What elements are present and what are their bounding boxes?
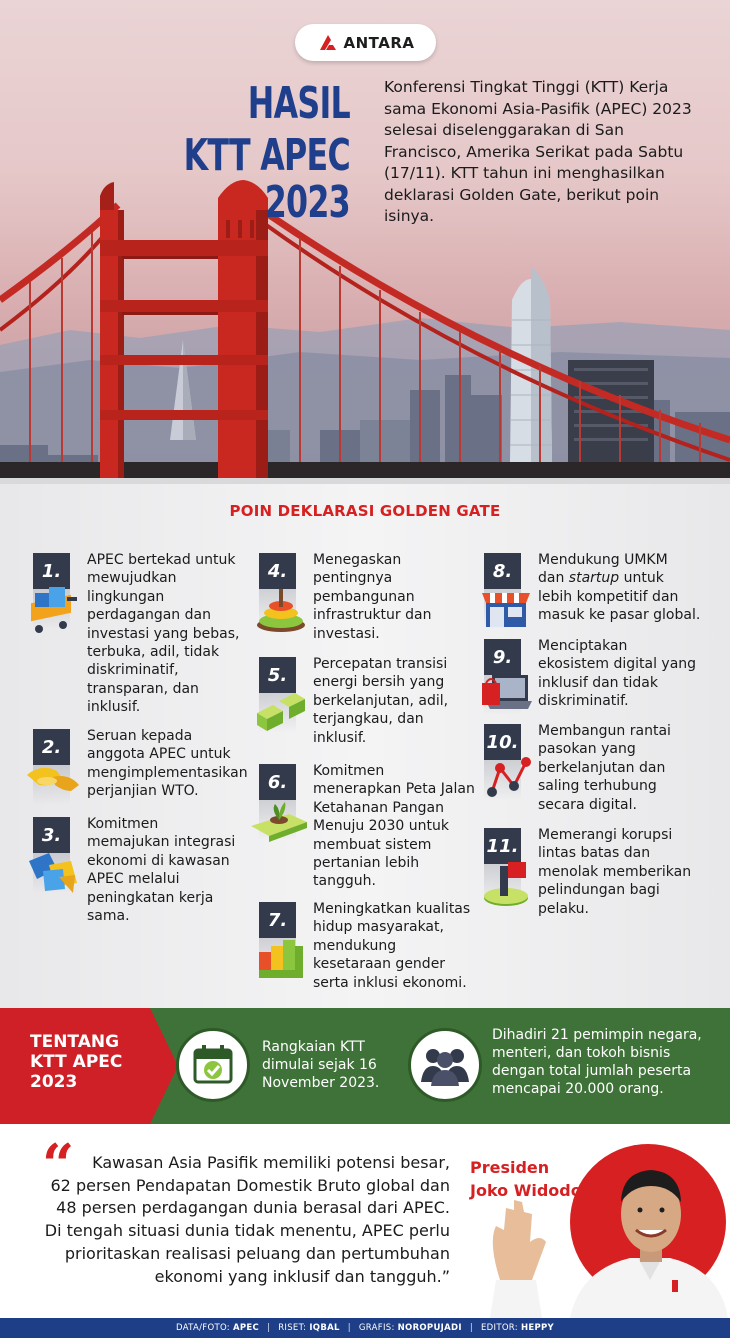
flag-icon xyxy=(474,850,536,912)
tentang-banner xyxy=(0,1008,730,1124)
item-text: Percepatan transisi energi bersih yang berkelanjutan, adil, terjangkau, dan inklusif. xyxy=(313,656,449,746)
intro-paragraph: Konferensi Tingkat Tinggi (KTT) Kerja sama Ekonomi Asia-Pasifik (APEC) 2023 selesai diselenggarakan di San Francisco, Amerika Serikat pada Sabtu (17/11). KTT tahun ini menghasilkan deklarasi Golden Gate, berikut poin isinya. xyxy=(384,78,692,225)
credit-grafis: GRAFIS: NOROPUJADI xyxy=(358,1323,462,1333)
laptop-bag-icon xyxy=(474,661,536,723)
item-number: 8. xyxy=(484,553,521,589)
credits-footer: DATA/FOTO: APEC | RISET: IQBAL | GRAFIS: NOROPUJADI | EDITOR: HEPPY xyxy=(0,1318,730,1338)
item-number: 9. xyxy=(484,639,521,675)
item-number: 3. xyxy=(33,817,70,853)
blocks-icon xyxy=(249,679,311,741)
item-text: Seruan kepada anggota APEC untuk mengimplementasikan perjanjian WTO. xyxy=(87,728,248,800)
fact-participants: Dihadiri 21 pemimpin negara, menteri, dan tokoh bisnis dengan total jumlah peserta mencapai 20.000 orang. xyxy=(492,1027,702,1097)
item-number: 11. xyxy=(484,828,521,864)
people-circle xyxy=(408,1028,482,1102)
credit-data: DATA/FOTO: APEC xyxy=(176,1323,260,1333)
logo-text: ANTARA xyxy=(343,33,415,52)
item-number: 6. xyxy=(259,764,296,800)
title-line-1: HASIL xyxy=(247,78,350,129)
bar-blocks-icon xyxy=(249,924,311,986)
item-text: Meningkatkan kualitas hidup masyarakat, mendukung kesetaraan gender serta inklusi ekonomi. xyxy=(313,901,471,991)
network-icon xyxy=(474,746,536,808)
poin-title: POIN DEKLARASI GOLDEN GATE xyxy=(229,502,501,520)
cart-icon xyxy=(23,575,85,637)
item-text: APEC bertekad untuk mewujudkan lingkungan perdagangan dan investasi yang bebas, terbuka, adil, tidak diskriminatif, transparan, dan inklusif. xyxy=(87,552,240,716)
item-number: 7. xyxy=(259,902,296,938)
title-line-2: KTT APEC 2023 xyxy=(183,129,350,229)
quote-mark-icon: “ xyxy=(42,1132,75,1198)
fact-start-date: Rangkaian KTT dimulai sejak 16 November 2023. xyxy=(262,1039,380,1091)
item-text: Menegaskan pentingnya pembangunan infrastruktur dan investasi. xyxy=(313,552,432,642)
hands-puzzle-icon xyxy=(23,839,85,901)
ring-stack-icon xyxy=(249,575,311,637)
hero-banner xyxy=(0,0,730,485)
credit-editor: EDITOR: HEPPY xyxy=(481,1323,554,1333)
item-text: Komitmen menerapkan Peta Jalan Ketahanan Pangan Menuju 2030 untuk membuat sistem pertanian lebih tangguh. xyxy=(313,763,475,890)
poin-section xyxy=(0,478,730,1008)
item-text: Membangun rantai pasokan yang berkelanjutan dan saling terhubung secara digital. xyxy=(538,723,671,813)
golden-gate-skyline-image xyxy=(0,0,730,485)
page-title xyxy=(0,80,350,227)
antara-logo-icon xyxy=(317,32,339,54)
tentang-label: TENTANG KTT APEC 2023 xyxy=(30,1032,123,1092)
credit-riset: RISET: IQBAL xyxy=(278,1323,340,1333)
item-text: Memerangi korupsi lintas batas dan menolak memberikan pelindungan bagi pelaku. xyxy=(538,827,692,917)
quote-text: Kawasan Asia Pasifik memiliki potensi besar, 62 persen Pendapatan Domestik Bruto global dan 48 persen perdagangan dunia berasal dari APEC. Di tengah situasi dunia tidak menentu, APEC perlu prioritaskan realisasi peluang dan pertumbuhan ekonomi yang inklusif dan tangguh.” xyxy=(44,1153,450,1286)
shop-icon xyxy=(474,575,536,637)
item-text: Menciptakan ekosistem digital yang inklusif dan tidak diskriminatif. xyxy=(538,638,697,710)
item-number: 4. xyxy=(259,553,296,589)
item-number: 2. xyxy=(33,729,70,765)
antara-logo xyxy=(295,24,436,61)
item-text: Mendukung UMKM dan startup untuk lebih kompetitif dan masuk ke pasar global. xyxy=(538,552,701,624)
plant-field-icon xyxy=(249,786,311,848)
item-number: 1. xyxy=(33,553,70,589)
handshake-icon xyxy=(23,751,85,813)
item-number: 5. xyxy=(259,657,296,693)
item-number: 10. xyxy=(484,724,521,760)
calendar-circle xyxy=(176,1028,250,1102)
speaker-name: Presiden Joko Widodo xyxy=(470,1158,582,1200)
item-text: Komitmen memajukan integrasi ekonomi di kawasan APEC melalui peningkatan kerja sama. xyxy=(87,816,236,925)
people-icon xyxy=(417,1042,473,1088)
calendar-icon xyxy=(189,1042,237,1088)
